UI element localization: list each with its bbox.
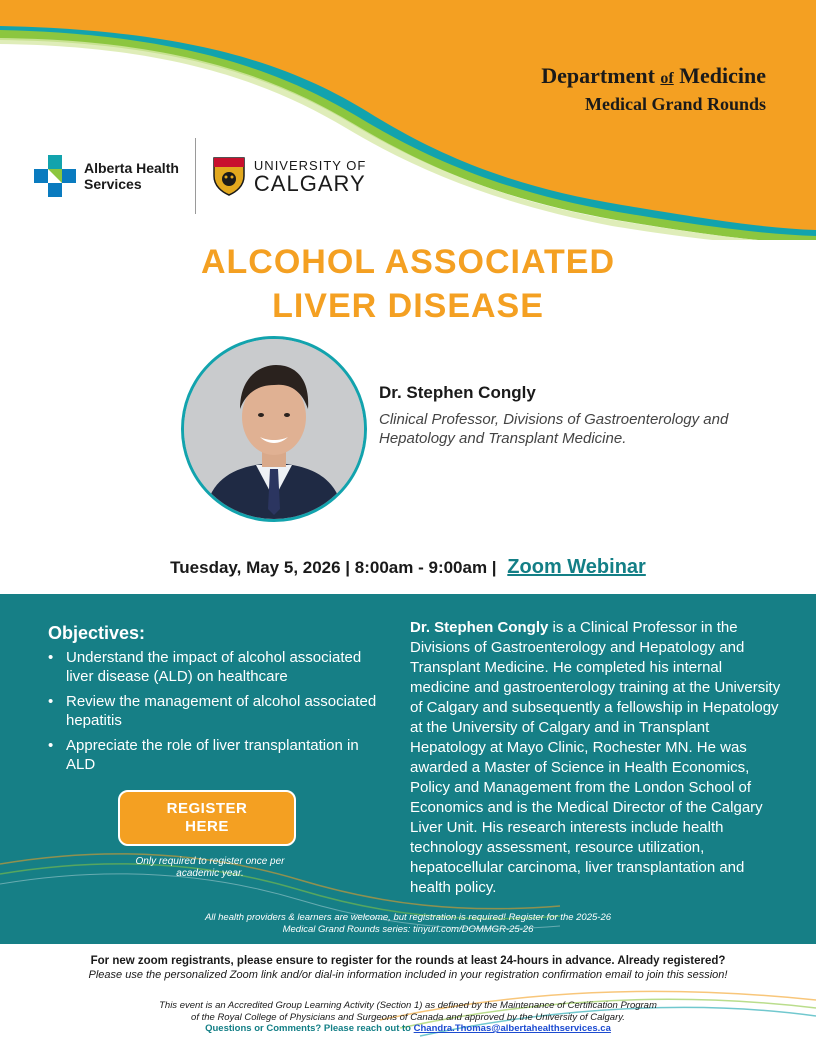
speaker-title: Clinical Professor, Divisions of Gastroenterology and Hepatology and Transplant Medicine. <box>379 411 729 447</box>
accreditation-notice <box>0 1000 816 1035</box>
contact-email-link[interactable]: Chandra.Thomas@albertahealthservices.ca <box>413 1023 611 1034</box>
event-title-line2: LIVER DISEASE <box>272 287 544 325</box>
ahs-logo-line1: Alberta Health <box>84 160 179 176</box>
zoom-notice <box>0 954 816 982</box>
department-subtitle: Medical Grand Rounds <box>584 94 766 114</box>
event-date-time <box>0 556 816 579</box>
ahs-logo-line2: Services <box>84 176 142 192</box>
logo-divider <box>195 138 196 214</box>
contact-line <box>0 1023 816 1035</box>
register-note: Only required to register once per academic year. <box>135 856 285 879</box>
details-panel <box>0 594 816 944</box>
objective-item: • Appreciate the role of liver transplantation in ALD <box>48 736 388 774</box>
department-title <box>541 62 766 93</box>
speaker-info <box>379 382 759 448</box>
zoom-notice-italic: Please use the personalized Zoom link and/or dial-in information included in your registration confirmation email to join this session! <box>88 969 728 981</box>
register-label-line1: REGISTER <box>166 800 248 817</box>
zoom-notice-bold: For new zoom registrants, please ensure to register for the rounds at least 24-hours in advance. Already registered? <box>90 955 726 967</box>
register-here-button[interactable] <box>118 790 296 846</box>
event-title-line1: ALCOHOL ASSOCIATED <box>200 243 616 281</box>
speaker-portrait-image <box>184 339 364 519</box>
event-title <box>0 240 816 328</box>
uc-crest-icon <box>212 156 246 196</box>
objectives-section <box>48 622 388 780</box>
alberta-health-services-logo <box>34 155 179 197</box>
partner-logos <box>34 138 366 214</box>
dept-title-of: of <box>660 70 674 87</box>
accreditation-line2: of the Royal College of Physicians and Surgeons of Canada and approved by the University of Calgary. <box>191 1011 625 1023</box>
objective-item: • Review the management of alcohol associated hepatitis <box>48 692 388 730</box>
registration-welcome-note: All health providers & learners are welcome, but registration is required! Register for the 2025-26 Medical Grand Rounds series: tinyurl.com/DOMMGR-25-26 <box>204 912 612 935</box>
department-heading <box>541 62 766 115</box>
objectives-heading: Objectives: <box>48 623 146 643</box>
ahs-cross-icon <box>34 155 76 197</box>
objective-item: • Understand the impact of alcohol associated liver disease (ALD) on healthcare <box>48 648 388 686</box>
speaker-name: Dr. Stephen Congly <box>379 383 536 402</box>
bio-text: is a Clinical Professor in the Divisions of Gastroenterology and Hepatology and Transplant Medicine. He completed his internal medicine and gastroenterology training at the University of Calgary and subsequently a fellowship in Hepatology at the University of Calgary and in Transplant Hepatology at Mayo Clinic, Rochester MN. He was awarded a Master of Science in Health Economics, Policy and Management from the London School of Economics and is the Medical Director of the Calgary Liver Unit. His research interests include health technology assessment, resource utilization, hepatocellular carcinoma, liver transplantation and health policy. <box>410 619 781 896</box>
date-time-text: Tuesday, May 5, 2026 | 8:00am - 9:00am | <box>170 558 497 577</box>
uc-logo-line2: CALGARY <box>253 170 366 196</box>
contact-label: Questions or Comments? Please reach out to <box>205 1023 411 1034</box>
dept-title-word: Medicine <box>679 63 766 88</box>
uc-logo-line1: UNIVERSITY OF <box>253 157 367 173</box>
bio-speaker-name: Dr. Stephen Congly <box>410 619 549 636</box>
speaker-photo <box>181 336 367 522</box>
accreditation-line1: This event is an Accredited Group Learning Activity (Section 1) as defined by the Maintenance of Certification Program <box>159 1000 657 1011</box>
register-label-line2: HERE <box>185 818 229 835</box>
objectives-list <box>48 648 388 774</box>
university-of-calgary-logo <box>212 156 366 196</box>
dept-title-word: Department <box>541 63 655 88</box>
speaker-bio <box>410 618 786 898</box>
zoom-webinar-link[interactable]: Zoom Webinar <box>507 556 646 578</box>
